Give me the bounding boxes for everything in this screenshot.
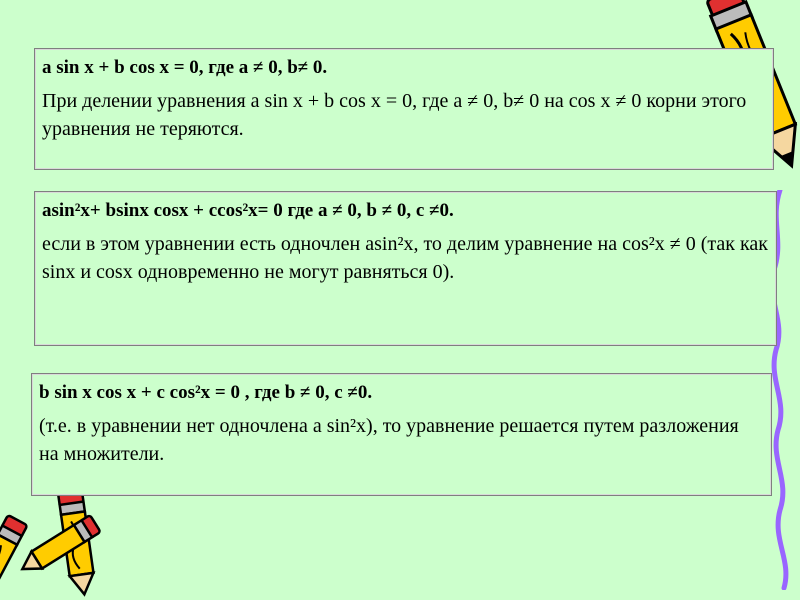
card-heading: b sin x cos x + c cos²x = 0 , где b ≠ 0, c ≠0. xyxy=(39,382,373,403)
card-heading: asin²x+ bsinx cosx + ccos²x= 0 где a ≠ 0, b ≠ 0, c ≠0. xyxy=(42,200,454,221)
card-text: При делении уравнения a sin x + b cos x = 0, где a ≠ 0, b≠ 0 на cos x ≠ 0 корни этого уравнения не теряются. xyxy=(42,90,747,140)
pencil-icon xyxy=(0,485,140,600)
card-text: (т.е. в уравнении нет одночлена a sin²x), то уравнение решается путем разложения на множители. xyxy=(39,415,739,465)
card-heading: a sin x + b cos x = 0, где a ≠ 0, b≠ 0. xyxy=(42,57,328,78)
card-text: если в этом уравнении есть одночлен asin²x, то делим уравнение на cos²x ≠ 0 (так как sinx и cosx одновременно не могут равняться 0). xyxy=(42,233,768,283)
text-card-2 xyxy=(34,191,777,346)
text-card-3 xyxy=(31,373,772,496)
text-card-1 xyxy=(34,48,774,170)
